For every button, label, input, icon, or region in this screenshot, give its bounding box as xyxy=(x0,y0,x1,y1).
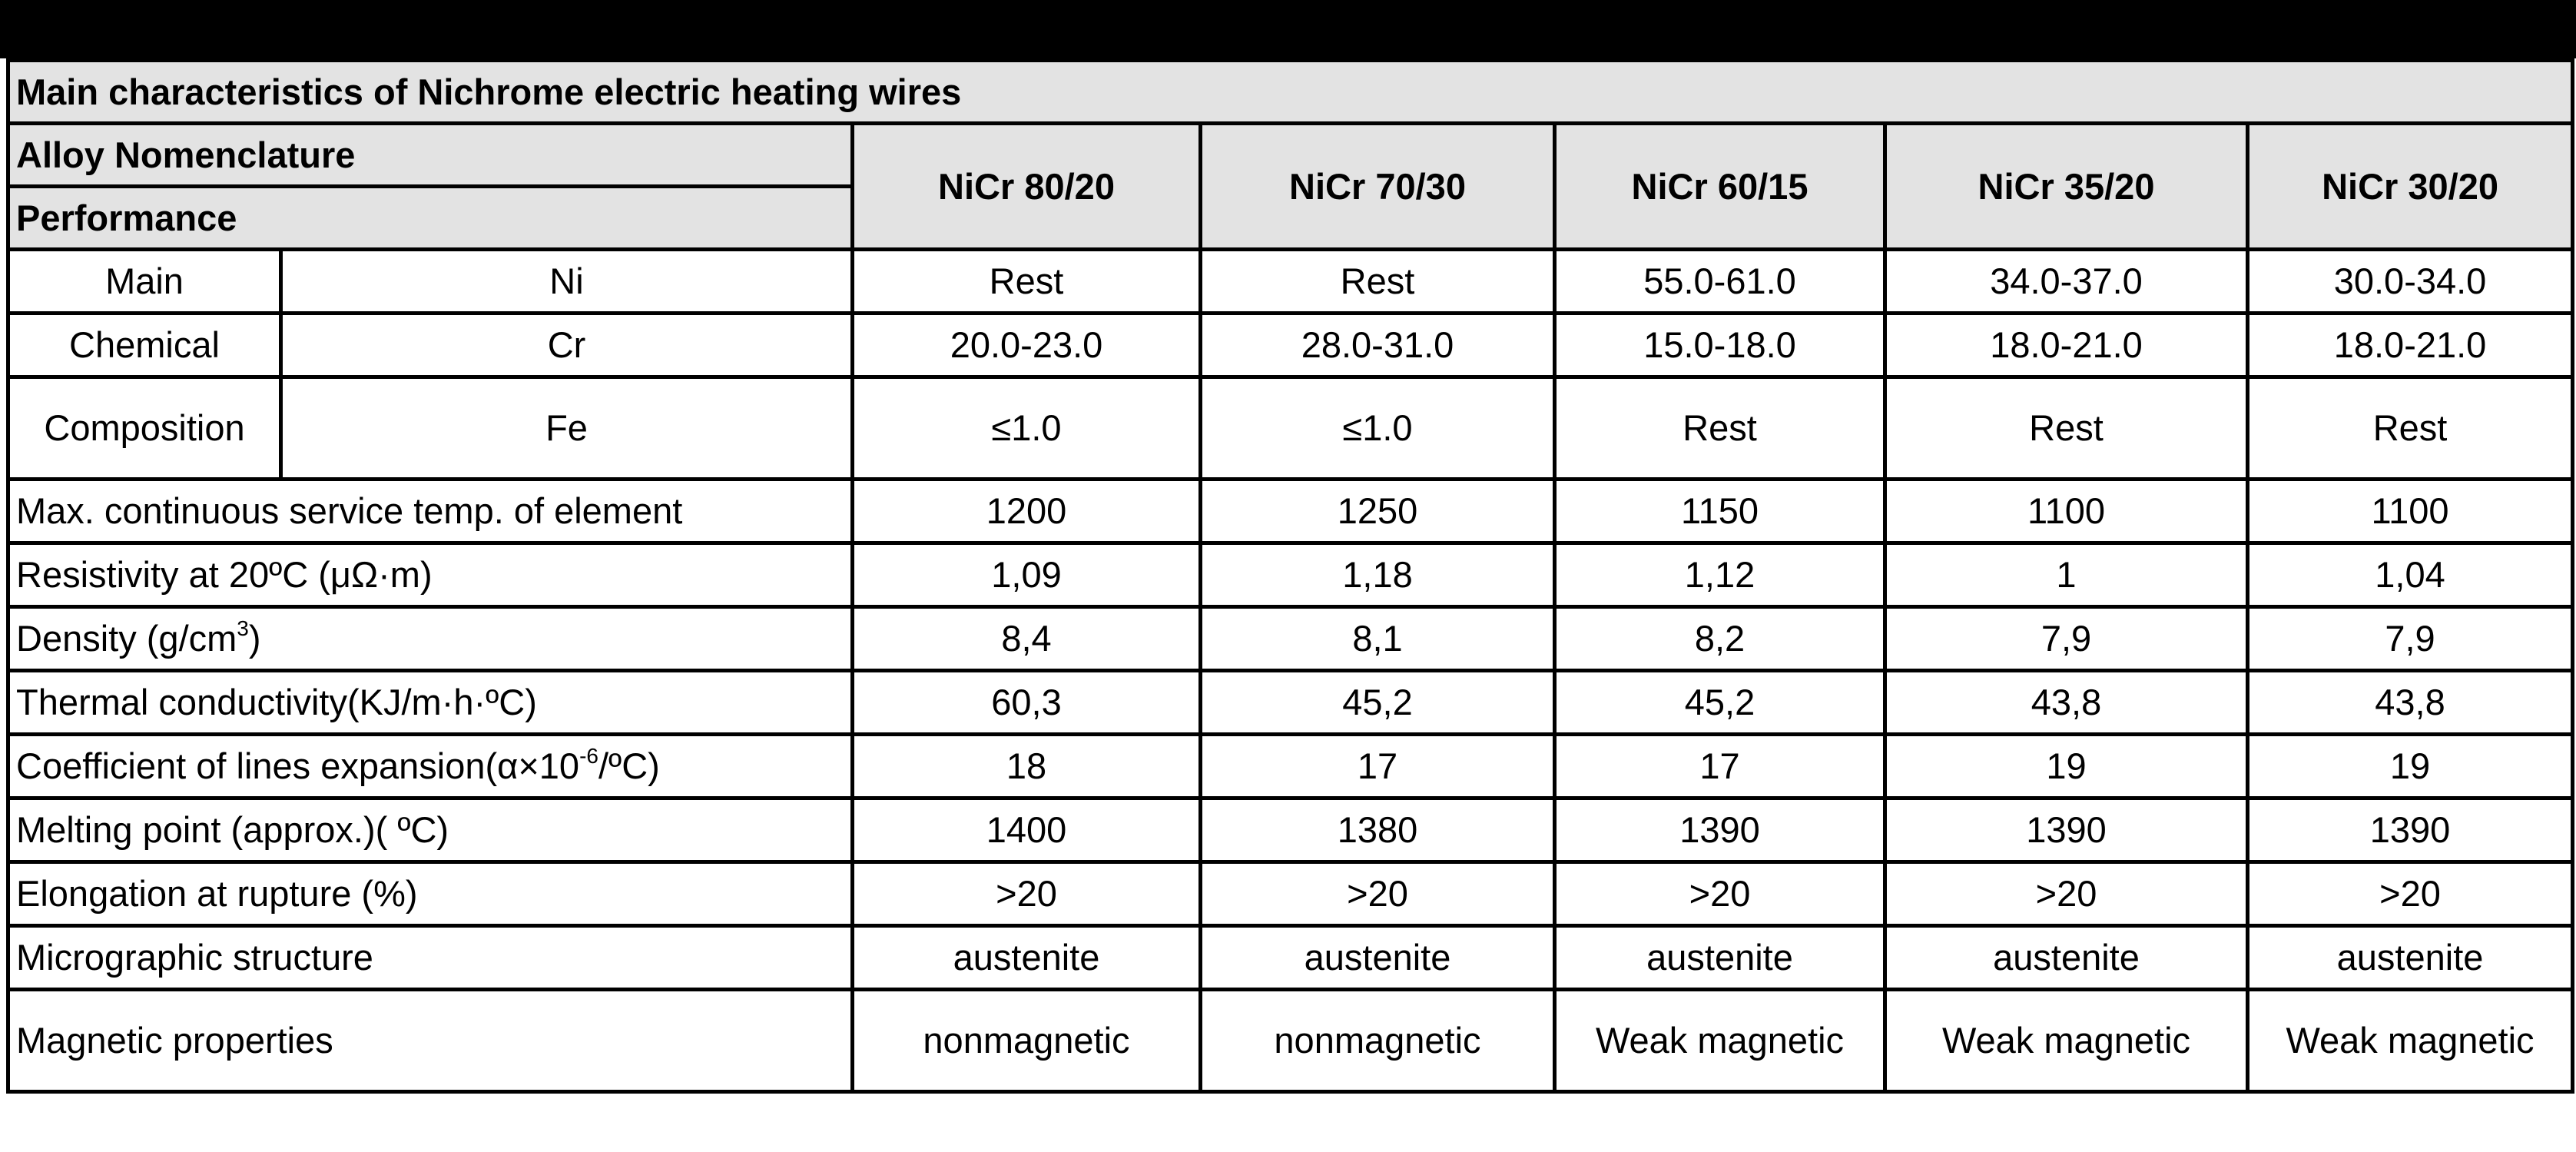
table-cell: Rest xyxy=(1201,250,1555,314)
table-cell: austenite xyxy=(2248,926,2573,990)
alloy-header: NiCr 80/20 xyxy=(853,124,1201,250)
table-cell: 45,2 xyxy=(1201,671,1555,735)
table-cell: 1,09 xyxy=(853,543,1201,607)
table-cell: 30.0-34.0 xyxy=(2248,250,2573,314)
element-label: Fe xyxy=(281,377,853,480)
element-label: Ni xyxy=(281,250,853,314)
table-cell: 1200 xyxy=(853,480,1201,543)
alloy-header: NiCr 30/20 xyxy=(2248,124,2573,250)
table-cell: 34.0-37.0 xyxy=(1885,250,2248,314)
table-cell: 1390 xyxy=(2248,798,2573,862)
alloy-header: NiCr 60/15 xyxy=(1555,124,1885,250)
table-cell: 19 xyxy=(1885,735,2248,798)
property-row xyxy=(8,543,2573,607)
table-cell: austenite xyxy=(1201,926,1555,990)
property-label: Melting point (approx.)( ºC) xyxy=(8,798,853,862)
table-cell: 18.0-21.0 xyxy=(2248,314,2573,377)
superscript: 3 xyxy=(237,616,249,641)
property-label-text: /ºC) xyxy=(598,745,660,787)
table-cell: >20 xyxy=(1885,862,2248,926)
table-cell: Rest xyxy=(1885,377,2248,480)
table-cell: Weak magnetic xyxy=(1885,990,2248,1092)
table-cell: austenite xyxy=(853,926,1201,990)
table-cell: Rest xyxy=(2248,377,2573,480)
table-cell: 45,2 xyxy=(1555,671,1885,735)
table-cell: austenite xyxy=(1885,926,2248,990)
table-cell: 20.0-23.0 xyxy=(853,314,1201,377)
property-label-text: ) xyxy=(248,618,261,659)
table-cell: ≤1.0 xyxy=(1201,377,1555,480)
table-cell: 1,18 xyxy=(1201,543,1555,607)
table-cell: 7,9 xyxy=(2248,607,2573,671)
title-row xyxy=(8,61,2573,124)
property-row xyxy=(8,671,2573,735)
table-cell: ≤1.0 xyxy=(853,377,1201,480)
composition-group-line: Main xyxy=(8,250,281,314)
table-cell: Rest xyxy=(853,250,1201,314)
composition-group-line: Composition xyxy=(8,377,281,480)
table-cell: 17 xyxy=(1555,735,1885,798)
table-cell: Rest xyxy=(1555,377,1885,480)
table-cell: 1390 xyxy=(1555,798,1885,862)
table-cell: 43,8 xyxy=(2248,671,2573,735)
table-cell: 28.0-31.0 xyxy=(1201,314,1555,377)
property-row xyxy=(8,480,2573,543)
property-label-text: Coefficient of lines expansion(α×10 xyxy=(16,745,580,787)
table-cell: 8,2 xyxy=(1555,607,1885,671)
composition-row-cr xyxy=(8,314,2573,377)
table-cell: 18.0-21.0 xyxy=(1885,314,2248,377)
table-cell: 1250 xyxy=(1201,480,1555,543)
table-cell: 1150 xyxy=(1555,480,1885,543)
table-cell: >20 xyxy=(1201,862,1555,926)
property-label: Micrographic structure xyxy=(8,926,853,990)
property-row xyxy=(8,798,2573,862)
table-cell: 60,3 xyxy=(853,671,1201,735)
table-cell: 55.0-61.0 xyxy=(1555,250,1885,314)
property-row xyxy=(8,862,2573,926)
property-label xyxy=(8,735,853,798)
header-row-1 xyxy=(8,124,2573,187)
property-row xyxy=(8,735,2573,798)
property-row xyxy=(8,990,2573,1092)
table-cell: 7,9 xyxy=(1885,607,2248,671)
superscript: -6 xyxy=(579,744,598,769)
alloy-header: NiCr 70/30 xyxy=(1201,124,1555,250)
table-cell: >20 xyxy=(2248,862,2573,926)
performance-label: Performance xyxy=(8,187,853,250)
table-cell: nonmagnetic xyxy=(1201,990,1555,1092)
property-label: Elongation at rupture (%) xyxy=(8,862,853,926)
property-label: Magnetic properties xyxy=(8,990,853,1092)
element-label: Cr xyxy=(281,314,853,377)
table-title: Main characteristics of Nichrome electric heating wires xyxy=(8,61,2573,124)
table-cell: Weak magnetic xyxy=(2248,990,2573,1092)
table-cell: 1,04 xyxy=(2248,543,2573,607)
table-cell: 8,1 xyxy=(1201,607,1555,671)
alloy-nomenclature-label: Alloy Nomenclature xyxy=(8,124,853,187)
property-label: Resistivity at 20ºC (μΩ·m) xyxy=(8,543,853,607)
composition-row-fe xyxy=(8,377,2573,480)
table-cell: 19 xyxy=(2248,735,2573,798)
property-label-text: Density (g/cm xyxy=(16,618,237,659)
property-label xyxy=(8,607,853,671)
table-cell: 18 xyxy=(853,735,1201,798)
composition-row-ni xyxy=(8,250,2573,314)
table-cell: 1100 xyxy=(2248,480,2573,543)
nichrome-spec-table xyxy=(6,58,2574,1094)
property-row xyxy=(8,926,2573,990)
table-cell: nonmagnetic xyxy=(853,990,1201,1092)
table-cell: 8,4 xyxy=(853,607,1201,671)
table-cell: 15.0-18.0 xyxy=(1555,314,1885,377)
table-cell: >20 xyxy=(1555,862,1885,926)
table-cell: 1400 xyxy=(853,798,1201,862)
table-cell: 17 xyxy=(1201,735,1555,798)
table-cell: 1380 xyxy=(1201,798,1555,862)
alloy-header: NiCr 35/20 xyxy=(1885,124,2248,250)
table-cell: >20 xyxy=(853,862,1201,926)
table-cell: Weak magnetic xyxy=(1555,990,1885,1092)
table-cell: 1,12 xyxy=(1555,543,1885,607)
table-cell: 1 xyxy=(1885,543,2248,607)
property-row xyxy=(8,607,2573,671)
property-label: Max. continuous service temp. of element xyxy=(8,480,853,543)
table-cell: 1100 xyxy=(1885,480,2248,543)
table-cell: 1390 xyxy=(1885,798,2248,862)
top-black-bar xyxy=(0,0,2576,58)
table-cell: austenite xyxy=(1555,926,1885,990)
table-cell: 43,8 xyxy=(1885,671,2248,735)
property-label: Thermal conductivity(KJ/m·h·ºC) xyxy=(8,671,853,735)
composition-group-line: Chemical xyxy=(8,314,281,377)
